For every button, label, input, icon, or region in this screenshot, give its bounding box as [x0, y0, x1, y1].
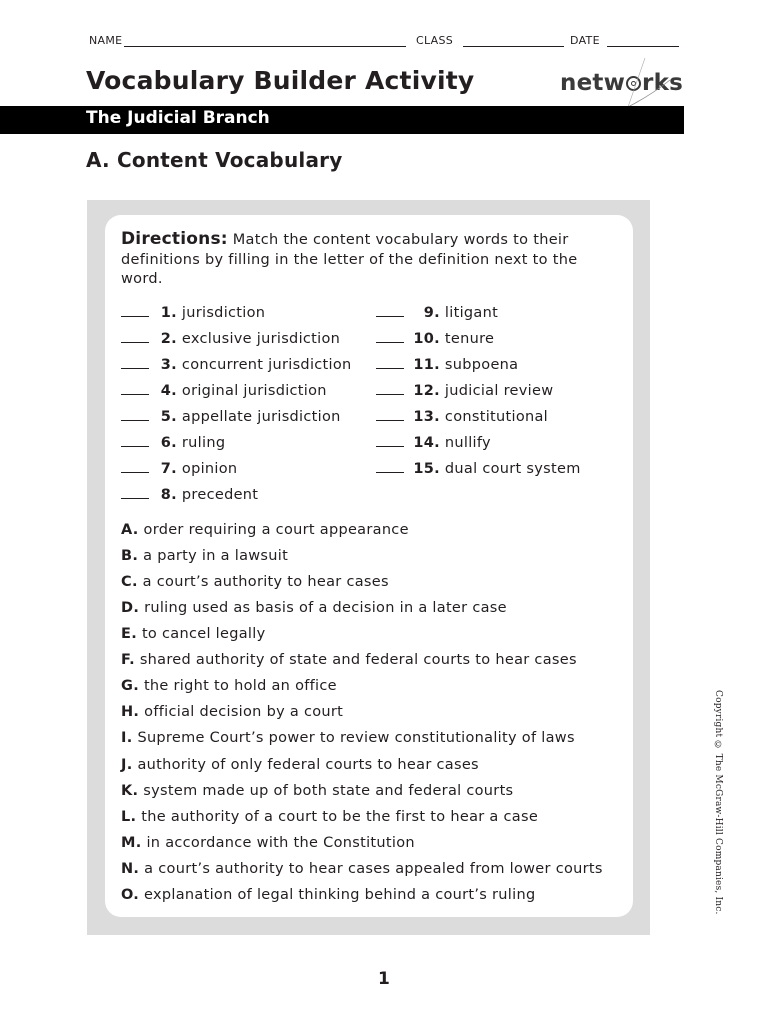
- definition-item: L. the authority of a court to be the first to hear a case: [121, 809, 539, 825]
- section-title: A. Content Vocabulary: [86, 148, 343, 172]
- class-field[interactable]: [463, 46, 564, 47]
- page-title: Vocabulary Builder Activity: [86, 66, 475, 95]
- answer-blank[interactable]: [121, 472, 149, 473]
- definition-item: B. a party in a lawsuit: [121, 548, 289, 564]
- definition-item: O. explanation of legal thinking behind a court’s ruling: [121, 887, 536, 903]
- definition-item: K. system made up of both state and federal courts: [121, 783, 514, 799]
- definition-item: A. order requiring a court appearance: [121, 522, 409, 538]
- definition-item: F. shared authority of state and federal courts to hear cases: [121, 652, 577, 668]
- answer-blank[interactable]: [121, 316, 149, 317]
- logo-text-end: rks: [642, 70, 683, 96]
- answer-blank[interactable]: [121, 420, 149, 421]
- answer-blank[interactable]: [376, 446, 404, 447]
- term-item: 12. judicial review: [376, 383, 553, 399]
- definition-item: I. Supreme Court’s power to review constitutionality of laws: [121, 730, 575, 746]
- definition-item: G. the right to hold an office: [121, 678, 337, 694]
- term-item: 8. precedent: [121, 487, 258, 503]
- term-item: 13. constitutional: [376, 409, 548, 425]
- term-item: 3. concurrent jurisdiction: [121, 357, 352, 373]
- directions-lead: Directions:: [121, 229, 228, 249]
- definition-item: J. authority of only federal courts to hear cases: [121, 757, 479, 773]
- term-item: 15. dual court system: [376, 461, 581, 477]
- term-item: 11. subpoena: [376, 357, 518, 373]
- answer-blank[interactable]: [376, 472, 404, 473]
- directions-text: Match the content vocabulary words to their definitions by filling in the letter of the definition next to the word.: [121, 232, 578, 287]
- definition-item: M. in accordance with the Constitution: [121, 835, 415, 851]
- term-item: 1. jurisdiction: [121, 305, 265, 321]
- term-item: 7. opinion: [121, 461, 237, 477]
- definition-item: N. a court’s authority to hear cases appealed from lower courts: [121, 861, 603, 877]
- answer-blank[interactable]: [121, 498, 149, 499]
- name-label: NAME: [89, 34, 123, 47]
- answer-blank[interactable]: [121, 368, 149, 369]
- term-item: 6. ruling: [121, 435, 225, 451]
- term-item: 9. litigant: [376, 305, 498, 321]
- class-label: CLASS: [416, 34, 454, 47]
- definition-item: D. ruling used as basis of a decision in a later case: [121, 600, 507, 616]
- answer-blank[interactable]: [376, 316, 404, 317]
- date-field[interactable]: [607, 46, 679, 47]
- answer-blank[interactable]: [121, 394, 149, 395]
- name-field[interactable]: [124, 46, 406, 47]
- answer-blank[interactable]: [376, 368, 404, 369]
- answer-blank[interactable]: [376, 342, 404, 343]
- answer-blank[interactable]: [376, 394, 404, 395]
- definition-item: E. to cancel legally: [121, 626, 266, 642]
- directions: [121, 230, 611, 290]
- answer-blank[interactable]: [121, 342, 149, 343]
- term-item: 4. original jurisdiction: [121, 383, 327, 399]
- page-number: 1: [378, 969, 390, 989]
- term-item: 14. nullify: [376, 435, 491, 451]
- term-item: 2. exclusive jurisdiction: [121, 331, 340, 347]
- definition-item: H. official decision by a court: [121, 704, 344, 720]
- term-item: 5. appellate jurisdiction: [121, 409, 341, 425]
- chapter-title: The Judicial Branch: [86, 108, 270, 128]
- date-label: DATE: [570, 34, 600, 47]
- copyright-notice: Copyright © The McGraw-Hill Companies, Inc.: [713, 690, 723, 915]
- definition-item: C. a court’s authority to hear cases: [121, 574, 389, 590]
- logo-text-start: netw: [560, 70, 626, 96]
- term-item: 10. tenure: [376, 331, 494, 347]
- answer-blank[interactable]: [376, 420, 404, 421]
- answer-blank[interactable]: [121, 446, 149, 447]
